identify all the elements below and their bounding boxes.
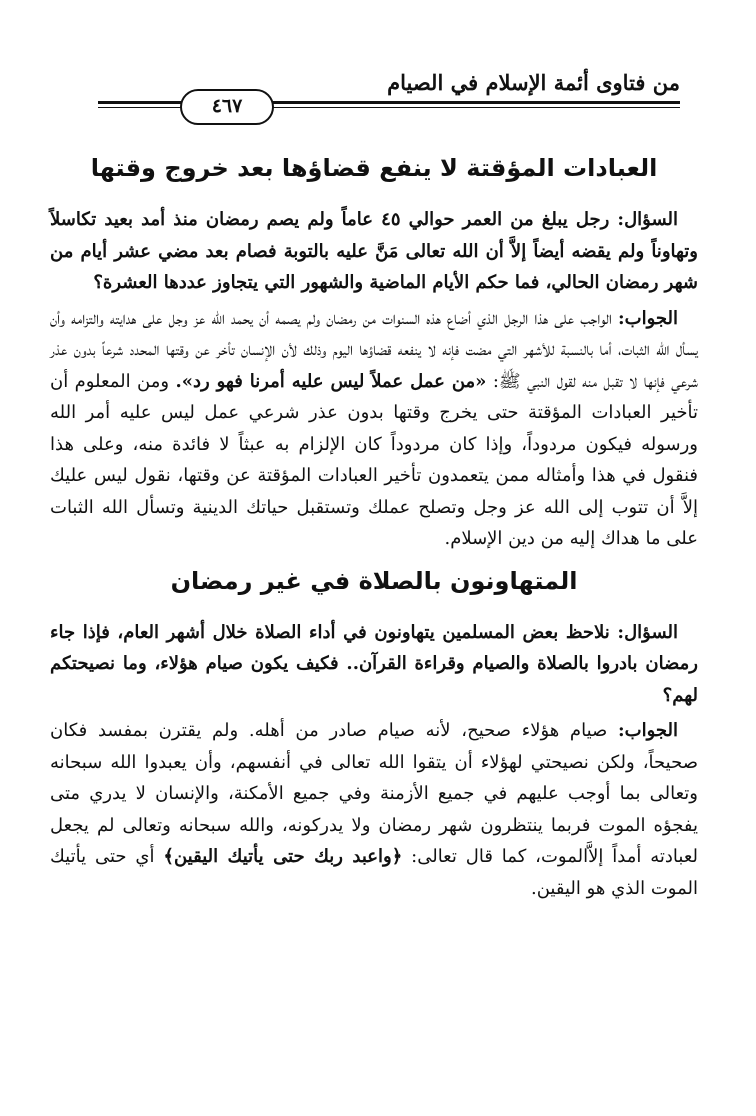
answer-text-continued: ومن المعلوم أن تأخير العبادات المؤقتة حتى يخرج وقتها بدون عذر شرعي عمل ليس عليه أمر الله ورسوله فيكون مردوداً، وإذا كان مردوداً كان الإلزام به عبثاً لا فائدة منه، وعلى هذا فنقول في هذا وأمثاله ممن يتعمدون تأخير العبادات المؤقتة عن وقتها، نقول ليس عليك إلاَّ أن تتوب إلى الله عز وجل وتصلح عملك وتستقبل حياتك الدينية وتسأل الله الثبات على ما هداك إليه من دين الإسلام. (50, 370, 698, 549)
answer-text: صيام هؤلاء صحيح، لأنه صيام صادر من أهله. ولم يقترن بمفسد فكان صحيحاً، ولكن نصيحتي لهؤلاء أن يتقوا الله تعالى في أنفسهم، وأن يعبدوا الله سبحانه وتعالى بما أوجب عليهم في جميع الأزمنة وفي جميع الأمكنة، والإنسان لا يدري متى يفجؤه الموت فربما ينتظرون شهر رمضان ولا يدركونه، والله سبحانه وتعالى لم يجعل لعبادته أمداً إلاَّالموت، كما قال تعالى: (50, 720, 698, 867)
answer-label: الجواب: (617, 307, 678, 329)
question-text: نلاحظ بعض المسلمين يتهاونون في أداء الصلاة خلال أشهر العام، فإذا جاء رمضان بادروا بالصلاة والصيام وقراءة القرآن.. فكيف يكون صيام هؤلاء، وما نصيحتكم لهم؟ (50, 621, 698, 706)
question-paragraph-1 (50, 204, 698, 299)
section-title-2: المتهاونون بالصلاة في غير رمضان (170, 566, 578, 595)
question-label: السؤال: (617, 621, 678, 643)
running-header: من فتاوى أئمة الإسلام في الصيام (387, 70, 680, 95)
hadith-quote: «من عمل عملاً ليس عليه أمرنا فهو رد». (175, 370, 487, 392)
page-content (50, 140, 698, 908)
quran-quote: ﴿واعبد ربك حتى يأتيك اليقين﴾ (163, 846, 403, 867)
answer-text-continued: أي حتى يأتيك الموت الذي هو اليقين. (50, 846, 698, 899)
answer-paragraph-1 (50, 303, 698, 555)
page-number-badge: ٤٦٧ (180, 89, 274, 125)
question-label: السؤال: (617, 209, 678, 230)
question-paragraph-2 (50, 617, 698, 712)
question-text: رجل يبلغ من العمر حوالي ٤٥ عاماً ولم يصم رمضان منذ أمد بعيد تكاسلاً وتهاوناً ولم يقضه أيضاً إلاَّ أن الله تعالى مَنَّ عليه بالتوبة فصام بعد مضي عشر أيام من شهر رمضان الحالي، فما حكم الأيام الماضية والشهور التي يتجاوز عددها العشرة؟ (50, 209, 698, 293)
answer-paragraph-2 (50, 715, 698, 904)
section-title-1: العبادات المؤقتة لا ينفع قضاؤها بعد خروج وقتها (90, 154, 658, 182)
answer-label: الجواب: (618, 720, 678, 741)
answer-text: الواجب على هذا الرجل الذي أضاع هذه السنوات من رمضان ولم يصمه أن يحمد الله عز وجل على هدايته والتزامه وأن يسأل الله الثبات، أما بالنسبة للأشهر التي مضت فإنه لا ينفعه قضاؤها اليوم وذلك لأن الإنسان تأخر عن وقتها المحدد شرعاً بدون عذر شرعي فإنها لا تقبل منه لقول النبي ﷺ: (50, 307, 698, 392)
